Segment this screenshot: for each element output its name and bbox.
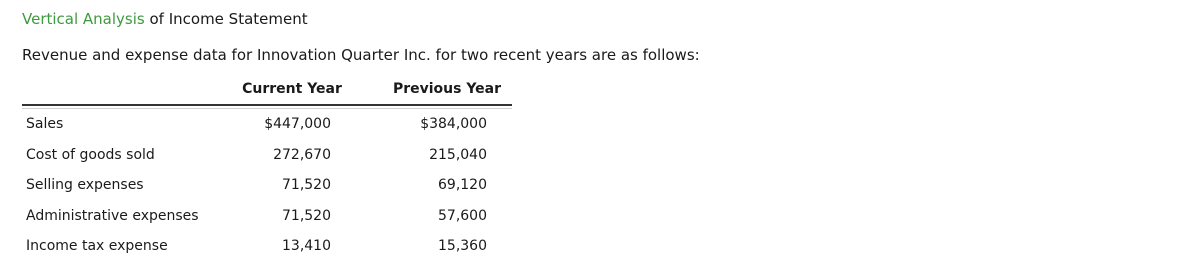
previous-year-value: 215,040 xyxy=(429,146,487,163)
row-label: Administrative expenses xyxy=(26,207,199,224)
table-row xyxy=(22,231,512,262)
previous-year-value: $384,000 xyxy=(420,116,487,132)
column-header-current-year: Current Year xyxy=(242,81,342,97)
previous-year-value: 57,600 xyxy=(438,207,487,224)
current-year-value: 71,520 xyxy=(282,207,331,224)
row-label: Sales xyxy=(26,116,64,132)
row-label: Selling expenses xyxy=(26,177,144,193)
previous-year-value: 15,360 xyxy=(438,238,487,254)
row-label: Cost of goods sold xyxy=(26,146,155,163)
previous-year-value: 69,120 xyxy=(438,177,487,193)
intro-text: Revenue and expense data for Innovation Quarter Inc. for two recent years are as follows: xyxy=(22,46,700,64)
table-row xyxy=(22,201,512,232)
title-rest: of Income Statement xyxy=(144,10,308,28)
page-title xyxy=(22,10,308,28)
current-year-value: 71,520 xyxy=(282,177,331,193)
column-header-previous-year: Previous Year xyxy=(392,81,502,97)
row-label: Income tax expense xyxy=(26,238,168,254)
current-year-value: 272,670 xyxy=(273,146,331,163)
table-row xyxy=(22,170,512,201)
table-row xyxy=(22,109,512,140)
current-year-value: $447,000 xyxy=(264,116,331,132)
table-header xyxy=(22,80,512,106)
income-statement-table xyxy=(22,80,512,262)
table-row xyxy=(22,140,512,171)
current-year-value: 13,410 xyxy=(282,238,331,254)
vertical-analysis-link[interactable]: Vertical Analysis xyxy=(22,10,145,28)
